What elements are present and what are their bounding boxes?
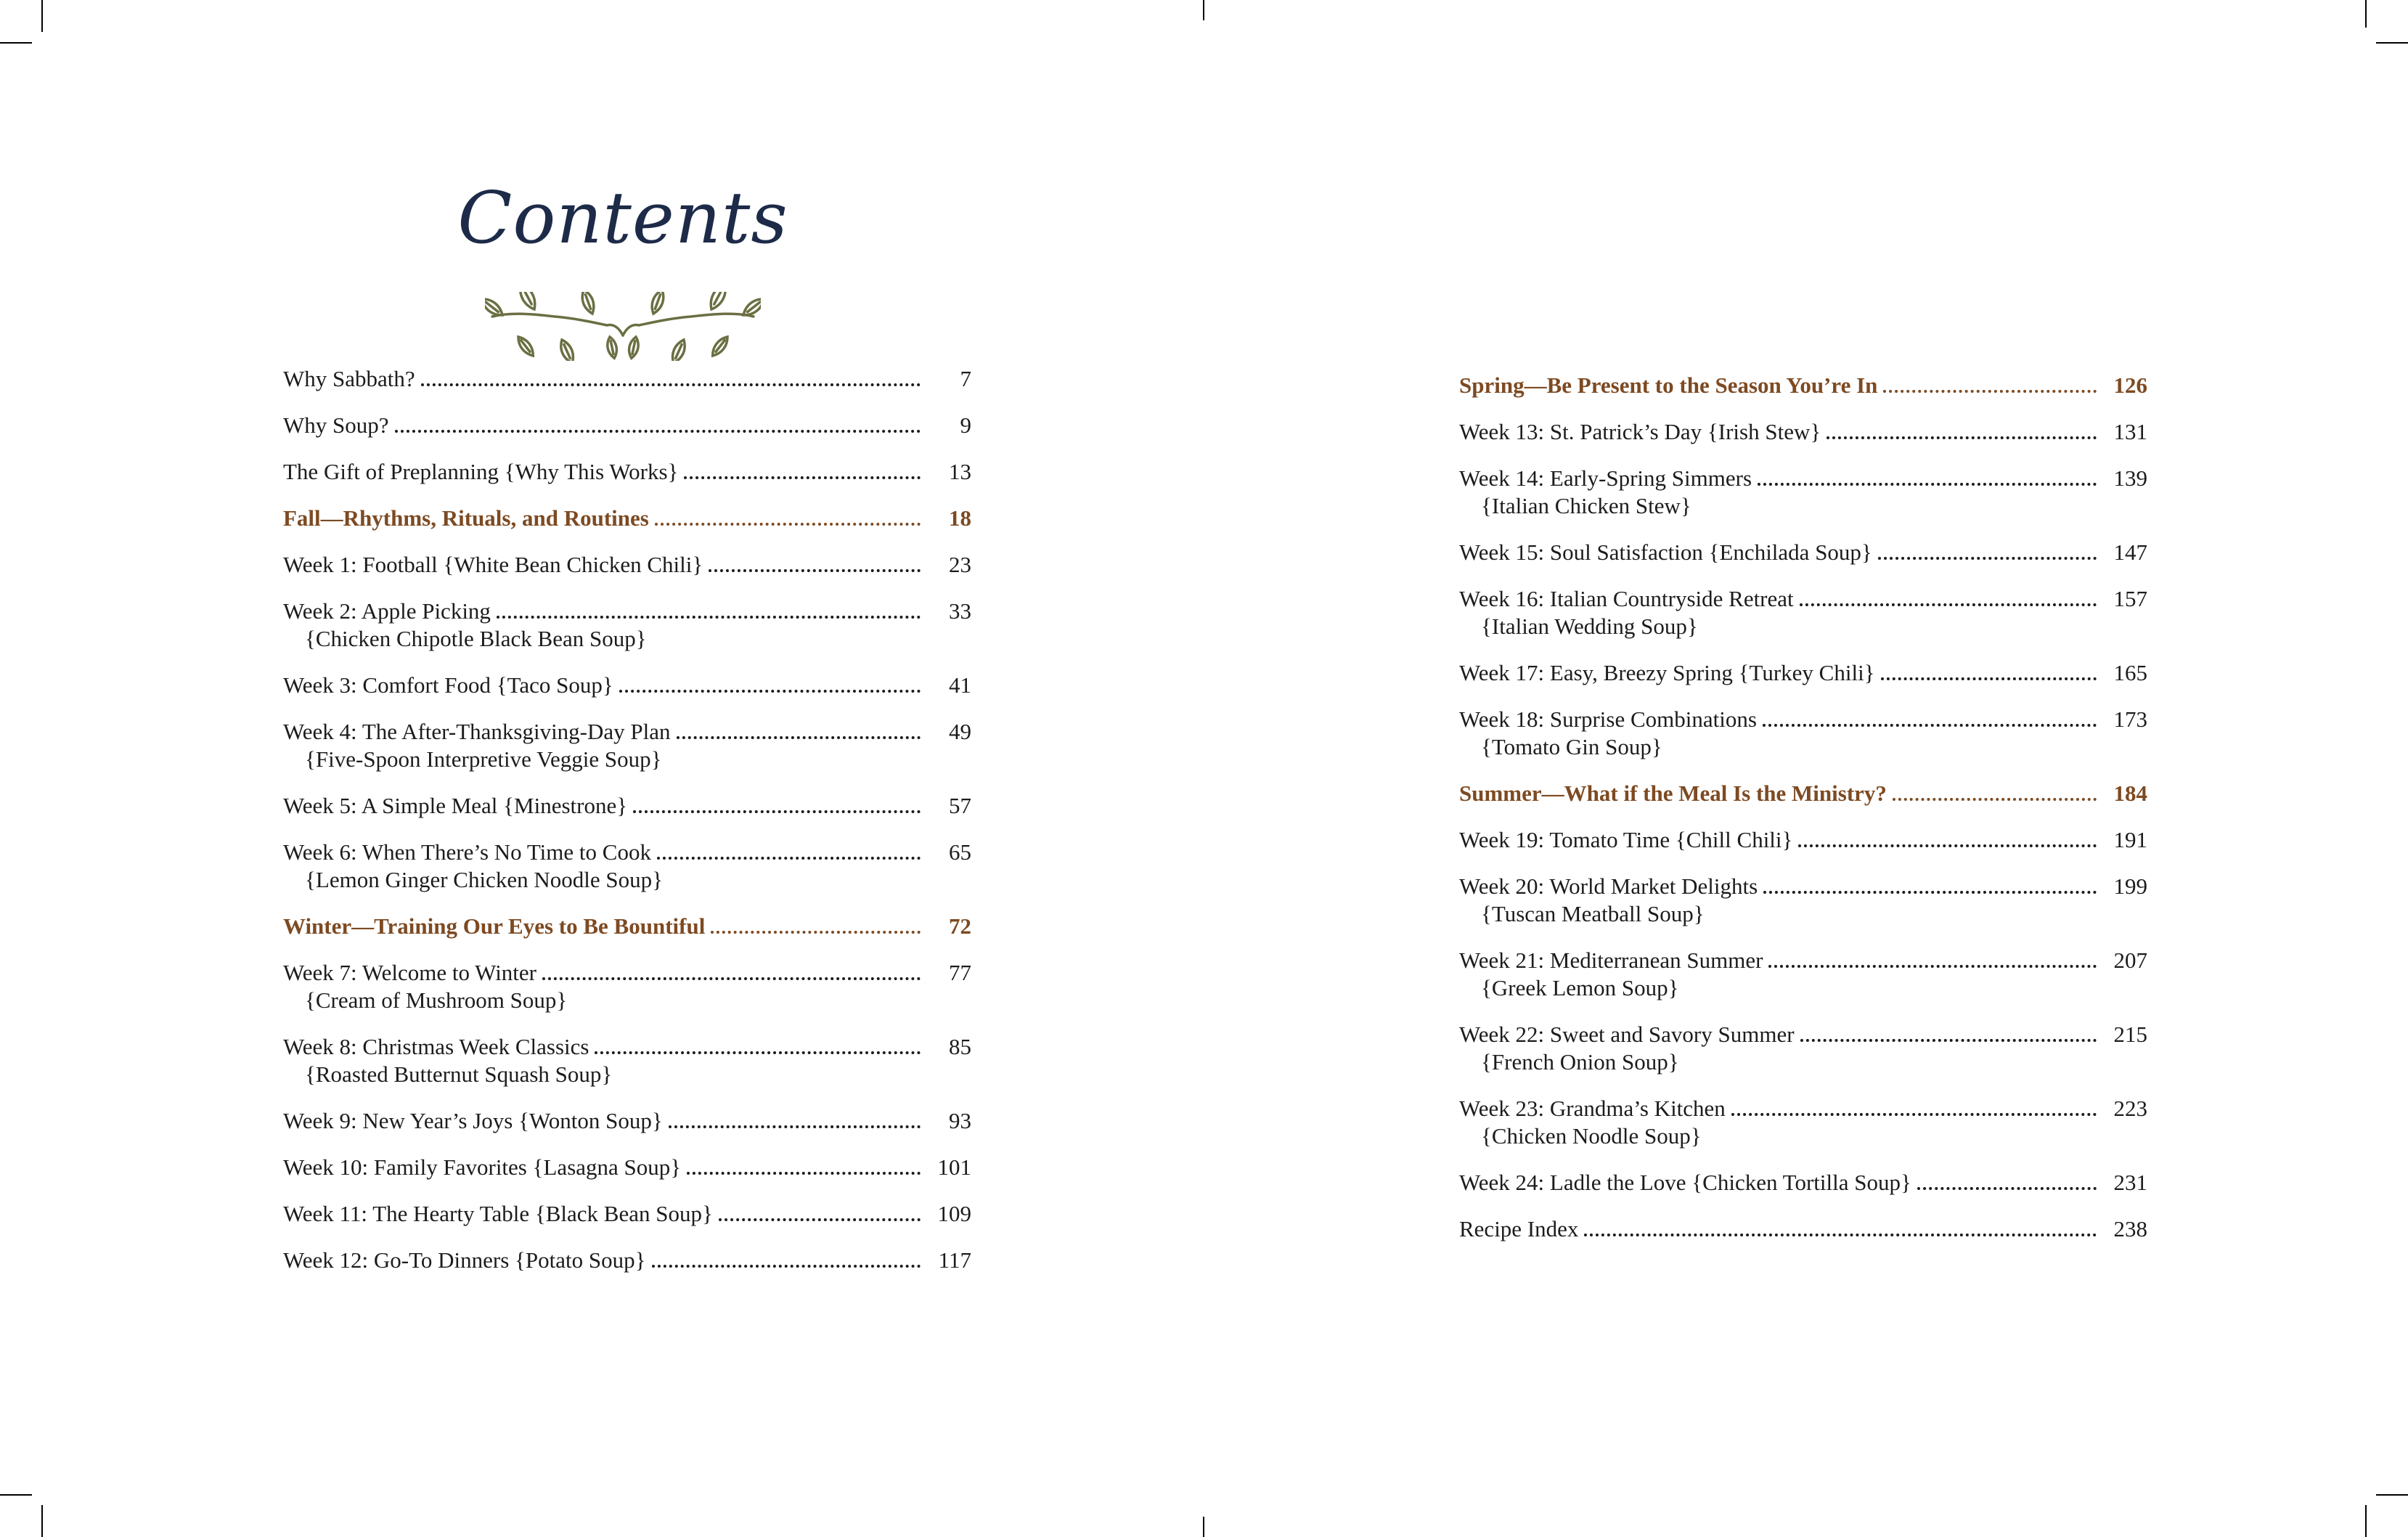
crop-mark-top-right-vertical	[2365, 0, 2367, 28]
toc-entry-line	[1459, 706, 2147, 733]
toc-page-number: 7	[960, 366, 971, 391]
toc-entry-line	[283, 1247, 971, 1274]
crop-mark-top-left-horizontal	[0, 42, 32, 44]
crop-mark-top-center-vertical	[1203, 0, 1204, 20]
toc-entry-title: Week 11: The Hearty Table {Black Bean Soup}	[283, 1201, 713, 1226]
crop-mark-top-left-vertical	[41, 0, 43, 32]
toc-page-number: 18	[949, 505, 971, 531]
toc-entry-subtitle: {Tomato Gin Soup}	[1481, 734, 1662, 759]
toc-entry-subtitle: {Italian Chicken Stew}	[1481, 493, 1691, 518]
toc-entry	[1459, 1215, 2147, 1243]
toc-entry-subtitle: {Chicken Chipotle Black Bean Soup}	[305, 626, 647, 651]
dot-leader	[657, 857, 921, 860]
toc-entry	[283, 598, 971, 653]
toc-entry-line	[283, 551, 971, 579]
dot-leader	[1878, 557, 2097, 560]
dot-leader	[1917, 1187, 2097, 1190]
toc-page-number: 33	[949, 598, 971, 624]
toc-entry-title: Week 10: Family Favorites {Lasagna Soup}	[283, 1154, 682, 1180]
toc-entry	[283, 792, 971, 820]
toc-entry	[1459, 539, 2147, 566]
toc-entry-title: Recipe Index	[1459, 1216, 1579, 1242]
toc-entry	[283, 672, 971, 699]
laurel-divider-icon	[485, 292, 761, 361]
toc-entry-title: Winter—Training Our Eyes to Be Bountiful	[283, 913, 706, 939]
toc-entry-line	[283, 598, 971, 625]
dot-leader	[1800, 1039, 2097, 1042]
toc-entry-line	[1459, 873, 2147, 900]
toc-entry-title: The Gift of Preplanning {Why This Works}	[283, 459, 679, 484]
dot-leader	[1584, 1234, 2097, 1236]
toc-section-heading	[283, 505, 971, 532]
toc-entry-title: Week 23: Grandma’s Kitchen	[1459, 1096, 1726, 1121]
toc-entry	[283, 1247, 971, 1274]
dot-leader	[719, 1218, 921, 1221]
toc-entry-title: Week 17: Easy, Breezy Spring {Turkey Chili}	[1459, 660, 1875, 685]
toc-entry	[283, 839, 971, 894]
toc-entry-line	[283, 412, 971, 439]
dot-leader	[1763, 724, 2097, 727]
toc-entry-line	[283, 672, 971, 699]
toc-entry	[283, 551, 971, 579]
toc-page-number: 184	[2113, 780, 2147, 806]
toc-entry-title: Fall—Rhythms, Rituals, and Routines	[283, 505, 649, 531]
toc-entry-line	[283, 839, 971, 866]
toc-page-number: 223	[2113, 1096, 2147, 1121]
crop-mark-bottom-left-vertical	[41, 1505, 43, 1537]
toc-entry-title: Week 14: Early-Spring Simmers	[1459, 465, 1752, 491]
toc-entry	[1459, 465, 2147, 520]
toc-entry-title: Week 9: New Year’s Joys {Wonton Soup}	[283, 1108, 663, 1133]
toc-page-number: 9	[960, 412, 971, 438]
toc-entry-line	[283, 959, 971, 987]
crop-mark-bottom-left-horizontal	[0, 1494, 32, 1496]
toc-entry-subtitle: {Chicken Noodle Soup}	[1481, 1123, 1702, 1149]
crop-mark-bottom-center-vertical	[1203, 1517, 1204, 1537]
toc-entry-title: Week 3: Comfort Food {Taco Soup}	[283, 672, 613, 698]
dot-leader	[1798, 844, 2097, 847]
toc-entry-title: Week 19: Tomato Time {Chill Chili}	[1459, 827, 1793, 852]
toc-entry	[283, 1107, 971, 1135]
toc-page-number: 101	[937, 1154, 971, 1180]
toc-page-number: 199	[2113, 873, 2147, 899]
dot-leader	[709, 569, 921, 572]
dot-leader	[1758, 483, 2097, 486]
dot-leader	[633, 810, 921, 813]
toc-entry-line	[283, 718, 971, 746]
crop-mark-top-right-horizontal	[2376, 42, 2408, 44]
toc-entry-title: Week 4: The After-Thanksgiving-Day Plan	[283, 719, 671, 744]
toc-entry	[283, 1033, 971, 1088]
toc-entry	[283, 718, 971, 773]
toc-entry-line	[283, 792, 971, 820]
toc-entry	[283, 365, 971, 393]
toc-entry-line	[1459, 659, 2147, 687]
dot-leader	[395, 430, 921, 433]
toc-page-number: 191	[2113, 827, 2147, 852]
toc-page-number: 126	[2113, 372, 2147, 398]
toc-entry-title: Week 15: Soul Satisfaction {Enchilada Soup}	[1459, 539, 1872, 565]
dot-leader	[595, 1051, 921, 1054]
toc-column-left	[283, 365, 971, 1293]
toc-entry-title: Week 22: Sweet and Savory Summer	[1459, 1022, 1795, 1047]
dot-leader	[1800, 603, 2097, 606]
dot-leader	[669, 1125, 921, 1128]
dot-leader	[542, 977, 921, 980]
toc-entry-title: Week 13: St. Patrick’s Day {Irish Stew}	[1459, 419, 1821, 444]
toc-page-number: 117	[938, 1247, 971, 1273]
toc-entry	[283, 412, 971, 439]
toc-page-number: 57	[949, 793, 971, 818]
toc-page-number: 173	[2113, 706, 2147, 732]
toc-page-number: 77	[949, 960, 971, 985]
toc-entry-subtitle: {Cream of Mushroom Soup}	[305, 987, 568, 1013]
toc-entry	[1459, 1021, 2147, 1076]
toc-page-number: 165	[2113, 660, 2147, 685]
toc-page-number: 231	[2113, 1170, 2147, 1195]
toc-entry-subtitle: {Tuscan Meatball Soup}	[1481, 901, 1705, 926]
toc-entry-subtitle: {French Onion Soup}	[1481, 1049, 1679, 1075]
toc-entry	[283, 1154, 971, 1181]
dot-leader	[711, 931, 921, 934]
dot-leader	[1827, 436, 2097, 439]
toc-page-number: 109	[937, 1201, 971, 1226]
toc-entry	[283, 458, 971, 486]
toc-entry-line	[1459, 418, 2147, 446]
toc-entry-line	[1459, 1215, 2147, 1243]
toc-entry	[1459, 585, 2147, 640]
toc-section-heading	[283, 913, 971, 940]
dot-leader	[1883, 390, 2097, 393]
toc-entry-title: Week 18: Surprise Combinations	[1459, 706, 1757, 732]
toc-entry	[1459, 1169, 2147, 1196]
toc-entry-line	[1459, 1169, 2147, 1196]
toc-entry-title: Week 12: Go-To Dinners {Potato Soup}	[283, 1247, 646, 1273]
toc-entry-line	[1459, 780, 2147, 807]
toc-entry-line	[1459, 539, 2147, 566]
dot-leader	[655, 523, 921, 526]
dot-leader	[1763, 891, 2097, 894]
dot-leader	[677, 736, 921, 739]
toc-page-number: 131	[2113, 419, 2147, 444]
toc-entry-subtitle: {Greek Lemon Soup}	[1481, 975, 1679, 1000]
toc-page-number: 41	[949, 672, 971, 698]
toc-entry	[283, 959, 971, 1014]
toc-entry-title: Week 8: Christmas Week Classics	[283, 1034, 589, 1059]
page-title: Contents	[457, 177, 788, 260]
toc-page-number: 238	[2113, 1216, 2147, 1242]
toc-entry-line	[283, 1107, 971, 1135]
toc-page-number: 139	[2113, 465, 2147, 491]
toc-entry-title: Week 1: Football {White Bean Chicken Chili}	[283, 552, 703, 577]
toc-page-number: 147	[2113, 539, 2147, 565]
toc-page-number: 72	[949, 913, 971, 939]
toc-entry-line	[283, 458, 971, 486]
toc-entry	[1459, 947, 2147, 1002]
toc-entry-line	[1459, 585, 2147, 613]
toc-page-number: 23	[949, 552, 971, 577]
toc-page-number: 49	[949, 719, 971, 744]
dot-leader	[497, 616, 921, 619]
toc-entry-line	[283, 505, 971, 532]
toc-page-number: 13	[949, 459, 971, 484]
toc-entry-line	[1459, 1021, 2147, 1048]
dot-leader	[421, 383, 921, 386]
crop-mark-bottom-right-horizontal	[2376, 1494, 2408, 1496]
toc-page-number: 157	[2113, 586, 2147, 611]
ornament-wrap	[42, 292, 1204, 364]
toc-entry	[283, 1200, 971, 1228]
toc-entry-title: Week 20: World Market Delights	[1459, 873, 1758, 899]
dot-leader	[652, 1265, 921, 1268]
toc-section-heading	[1459, 372, 2147, 399]
toc-entry	[1459, 1095, 2147, 1150]
toc-entry-title: Summer—What if the Meal Is the Ministry?	[1459, 780, 1887, 806]
dot-leader	[687, 1172, 921, 1175]
toc-section-heading	[1459, 780, 2147, 807]
toc-entry-title: Week 5: A Simple Meal {Minestrone}	[283, 793, 628, 818]
toc-page-number: 93	[949, 1108, 971, 1133]
toc-entry-line	[1459, 947, 2147, 974]
toc-entry-title: Week 21: Mediterranean Summer	[1459, 947, 1763, 973]
toc-entry	[1459, 418, 2147, 446]
toc-entry	[1459, 873, 2147, 928]
toc-entry-line	[1459, 1095, 2147, 1122]
toc-entry-line	[283, 913, 971, 940]
toc-entry-title: Week 2: Apple Picking	[283, 598, 491, 624]
toc-entry	[1459, 706, 2147, 761]
toc-entry-title: Why Soup?	[283, 412, 389, 438]
toc-entry-title: Why Sabbath?	[283, 366, 415, 391]
toc-entry-title: Week 24: Ladle the Love {Chicken Tortilla Soup}	[1459, 1170, 1911, 1195]
crop-mark-bottom-right-vertical	[2365, 1505, 2367, 1537]
toc-entry-subtitle: {Lemon Ginger Chicken Noodle Soup}	[305, 867, 663, 892]
dot-leader	[684, 476, 921, 479]
toc-entry-line	[283, 1154, 971, 1181]
toc-entry-line	[1459, 826, 2147, 854]
toc-entry-subtitle: {Italian Wedding Soup}	[1481, 613, 1698, 639]
toc-entry-title: Week 6: When There’s No Time to Cook	[283, 839, 651, 865]
toc-entry-title: Week 7: Welcome to Winter	[283, 960, 537, 985]
toc-entry-line	[1459, 465, 2147, 492]
toc-entry-title: Week 16: Italian Countryside Retreat	[1459, 586, 1794, 611]
toc-page-number: 85	[949, 1034, 971, 1059]
dot-leader	[619, 690, 921, 693]
toc-entry-subtitle: {Roasted Butternut Squash Soup}	[305, 1061, 613, 1087]
toc-entry-title: Spring—Be Present to the Season You’re In	[1459, 372, 1878, 398]
toc-page-number: 215	[2113, 1022, 2147, 1047]
toc-column-right	[1459, 372, 2147, 1262]
toc-page-number: 65	[949, 839, 971, 865]
toc-entry-line	[1459, 372, 2147, 399]
toc-page-number: 207	[2113, 947, 2147, 973]
toc-entry-line	[283, 365, 971, 393]
dot-leader	[1881, 677, 2097, 680]
dot-leader	[1768, 965, 2097, 968]
toc-entry	[1459, 659, 2147, 687]
toc-entry-subtitle: {Five-Spoon Interpretive Veggie Soup}	[305, 746, 662, 772]
toc-entry-line	[283, 1033, 971, 1061]
toc-entry-line	[283, 1200, 971, 1228]
toc-entry	[1459, 826, 2147, 854]
dot-leader	[1893, 798, 2097, 801]
dot-leader	[1731, 1113, 2097, 1116]
